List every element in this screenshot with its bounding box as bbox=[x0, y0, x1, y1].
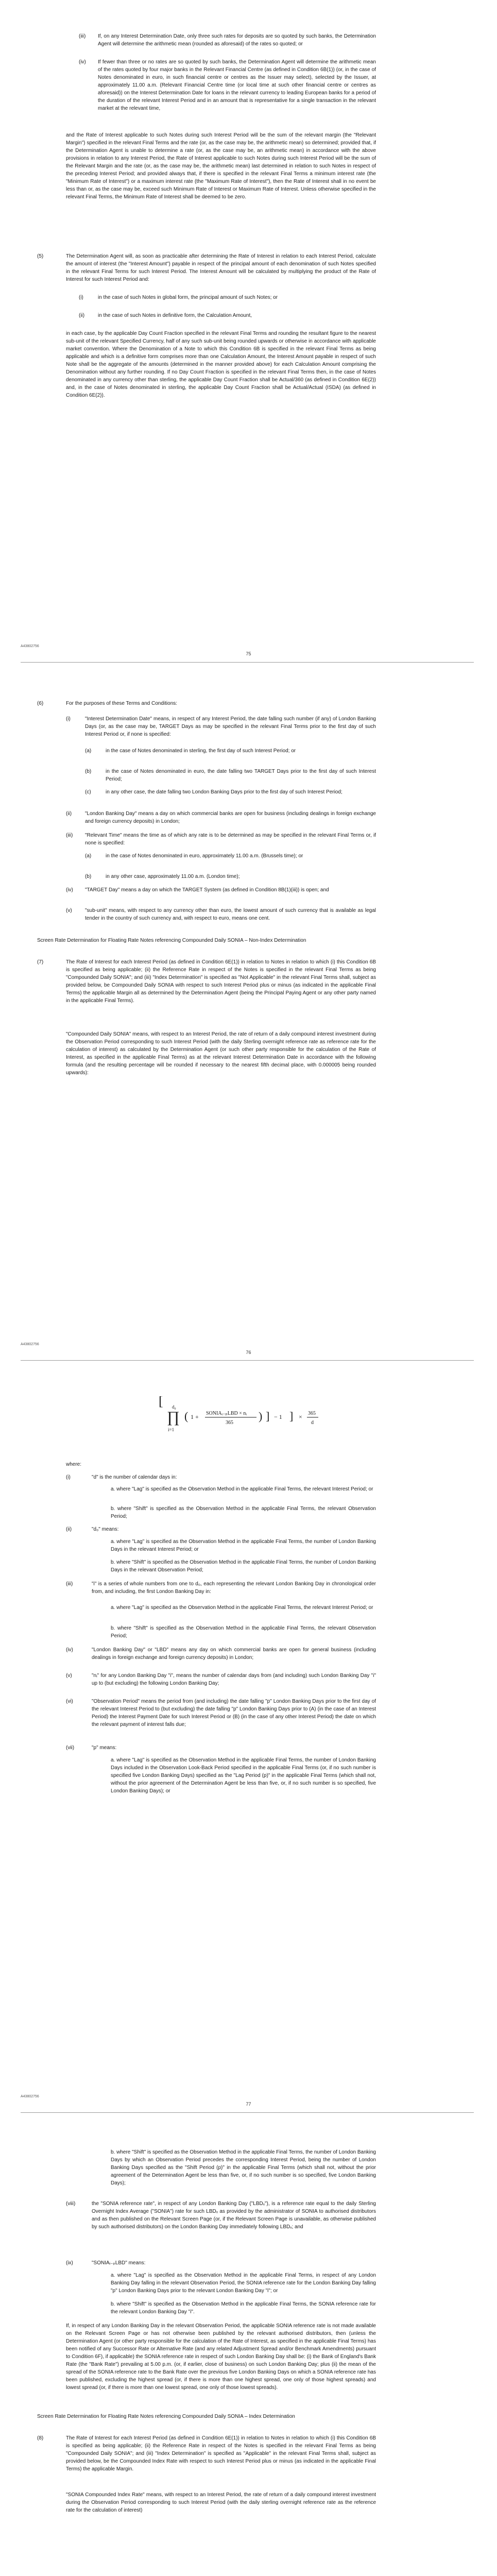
var-p-lag: a. where "Lag" is specified as the Observation Method in the applicable Final Terms, the number of London Banking Days included in the Observation Look-Back Period specified in the applicable Final Terms (or, if no such number is specified five London Banking Days) specified as the "Lag Period (p)" in the applicable Final Terms (which shall not, without the prior agreement of the Determination Agent be less than five, or, if no such number is so specified, five London Banking Days); or bbox=[111, 1757, 376, 1794]
svg-text:]: ] bbox=[266, 1410, 270, 1422]
def-label-iiib: (b) bbox=[85, 874, 92, 879]
section-label-6: (6) bbox=[37, 701, 44, 706]
compounded-daily-sonia-definition: "Compounded Daily SONIA" means, with respect to an Interest Period, the rate of return of a daily compound interest investment during the Observation Period corresponding to such Interest Period (with the daily Sterling overnight reference rate as reference rate for the calculation of interest) as calculated by the Determination Agent (or such other party responsible for the calculation of the Rate of Interest, as specified in the applicable Final Terms) as at the relevant Interest Determination Date in accordance with the following formula (and the resulting percentage will be rounded if necessary to the nearest fifth decimal place, with 0.000005 being rounded upwards): bbox=[66, 1031, 376, 1076]
formula-minus-one: − 1 bbox=[274, 1413, 282, 1420]
var-p-definition: "p" means: bbox=[92, 1745, 117, 1751]
var-sonia-lag: a. where "Lag" is specified as the Observation Method in the applicable Final Terms, in respect of any London Banking Day falling in the relevant Observation Period, the SONIA reference rate for the London Banking Day falling "p" London Banking Days prior to the relevant London Banking Day "i"; or bbox=[111, 2273, 376, 2294]
var-i-shift: b. where "Shift" is specified as the Observation Method in the applicable Final Terms, the relevant Observation Period; bbox=[111, 1625, 376, 1639]
page-77 bbox=[0, 1368, 497, 2120]
var-d0-definition: "d₀" means: bbox=[92, 1527, 119, 1532]
var-i-definition: "i" is a series of whole numbers from one to d₀, each representing the relevant London Banking Day in chronological order from, and including, the first London Banking Day in: bbox=[92, 1581, 376, 1595]
def-sub-unit: "sub-unit" means, with respect to any currency other than euro, the lowest amount of such currency that is available as legal tender in the country of such currency and, with respect to euro, means one cent. bbox=[85, 908, 376, 921]
var-d-lag: a. where "Lag" is specified as the Observation Method in the applicable Final Terms, the relevant Interest Period; or bbox=[111, 1486, 373, 1492]
def-iiib-text: in any other case, approximately 11.00 a.m. (London time); bbox=[106, 874, 240, 879]
fallback-paragraph: If, in respect of any London Banking Day in the relevant Observation Period, the applicable SONIA reference rate is not made available on the Relevant Screen Page or has not otherwise been published by the relevant authorised distributors, then (unless the Determination Agent (or other party responsible for the calculation of the Rate of Interest, as specified in the applicable Final Terms) has been notified of any Successor Rate or Alternative Rate (and any related Adjustment Spread and/or Benchmark Amendments) pursuant to Condition 6F), if applicable) the SONIA reference rate in respect of such London Banking Day shall be: (i) the Bank of England's Bank Rate (the "Bank Rate") prevailing at 5.00 p.m. (or, if earlier, close of business) on such London Banking Day; plus (ii) the mean of the spread of the SONIA reference rate to the Bank Rate over the previous five London Banking Days on which a SONIA reference rate has been published, excluding the highest spread (or, if there is more than one highest spread, one only of those highest spreads) and lowest spread (or, if there is more than one lowest spread, one only of those lowest spreads). bbox=[66, 2323, 376, 2391]
sonia-compounded-index-rate-definition: "SONIA Compounded Index Rate" means, with respect to an Interest Period, the rate of return of a daily compound interest investment during the Observation Period corresponding to such Interest Period (with the daily sterling overnight reference rate as the reference rate for the calculation of interest) bbox=[66, 2492, 376, 2513]
page-number: 76 bbox=[246, 1350, 251, 1355]
def-label-iv: (iv) bbox=[66, 887, 73, 893]
item-label-5i: (i) bbox=[79, 295, 83, 300]
def-relevant-time: "Relevant Time" means the time as of which any rate is to be determined as may be specified in the relevant Final Terms or, if none is specified: bbox=[85, 833, 376, 846]
section-label-7: (7) bbox=[37, 959, 44, 965]
def-label-iii: (iii) bbox=[66, 833, 73, 838]
formula-fraction-numerator: 365 bbox=[308, 1411, 316, 1416]
section-5-text: The Determination Agent will, as soon as practicable after determining the Rate of Interest in relation to each Interest Period, calculate the amount of interest (the "Interest Amount") payable in respect of the principal amount of each denomination of such Notes specified in the relevant Final Terms for such Interest Period. The Interest Amount will be calculated by multiplying the product of the Rate of Interest for such Interest Period and: bbox=[66, 253, 376, 282]
var-sonia-reference-rate: the "SONIA reference rate", in respect of any London Banking Day ("LBDₓ"), is a reference rate equal to the daily Sterling Overnight Index Average ("SONIA") rate for such LBDₓ as provided by the administrator of SONIA to authorised distributors and as then published on the Relevant Screen Page (or, if the Relevant Screen Page is unavailable, as otherwise published by such authorised distributors) on the London Banking Day immediately following LBDₓ; and bbox=[92, 2201, 376, 2230]
footer-rule bbox=[21, 1360, 474, 1361]
def-label-ii: (ii) bbox=[66, 811, 72, 817]
section-heading-index: Screen Rate Determination for Floating Rate Notes referencing Compounded Daily SONIA – Index Determination bbox=[37, 2414, 295, 2419]
formula-times: × bbox=[299, 1413, 302, 1420]
page-76 bbox=[0, 670, 497, 1368]
footer-rule bbox=[21, 662, 474, 663]
var-observation-period-definition: "Observation Period" means the period from (and including) the date falling "p" London Banking Days prior to the first day of the relevant Interest Period to (but excluding) the date falling "p" London Banking Days prior to (A) (in the case of an Interest Period) the Interest Payment Date for such Interest Period or (B) (in the case of any other Interest Period) the date on which the relevant payment of interest falls due; bbox=[92, 1699, 376, 1727]
def-ic-text: in any other case, the date falling two London Banking Days prior to the first day of such Interest Period; bbox=[106, 789, 342, 795]
page-number: 75 bbox=[246, 651, 251, 656]
svg-text:(: ( bbox=[184, 1410, 188, 1422]
def-label-ib: (b) bbox=[85, 769, 92, 774]
var-sonia-i-plbd: "SONIAᵢ₋ₚLBD" means: bbox=[92, 2260, 146, 2266]
def-iiia-text: in the case of Notes denominated in euro, approximately 11.00 a.m. (Brussels time); or bbox=[106, 853, 303, 859]
var-lbd-definition: "London Banking Day" or "LBD" means any day on which commercial banks are open for general business (including dealings in foreign exchange and foreign currency deposits) in London; bbox=[92, 1647, 376, 1660]
item-5ii-text: in the case of such Notes in definitive form, the Calculation Amount, bbox=[98, 313, 252, 318]
var-p-shift: b. where "Shift" is specified as the Observation Method in the applicable Final Terms, the number of London Banking Days by which an Observation Period precedes the corresponding Interest Period, being the number of London Banking Days specified as the "Shift Period (p)" in the applicable Final Terms (which shall not, without the prior agreement of the Determination Agent be less than five, or, if no such number is so specified, five London Banking Days); bbox=[111, 2149, 376, 2186]
product-upper-limit: d₀ bbox=[172, 1404, 176, 1410]
section-5-continuation: in each case, by the applicable Day Count Fraction specified in the relevant Final Terms and rounding the resultant figure to the nearest sub-unit of the relevant Specified Currency, half of any such sub-unit being rounded upwards or otherwise in accordance with applicable market convention. Where the Denomination of a Note to which this Condition 6B is specified in the relevant Final Terms as being applicable and which is a definitive form comprises more than one Calculation Amount, the Interest Amount payable in respect of such Note shall be the aggregate of the amounts (determined in the manner provided above) for each Calculation Amount comprising the Denomination without any further rounding. If no Day Count Fraction is specified in the relevant Final Terms then, in the case of Notes denominated in any currency other than sterling, the applicable Day Count Fraction shall be Actual/360 (as defined in Condition 6E(2)) and, in the case of Notes denominated in sterling, the applicable Day Count Fraction shall be Actual/Actual (ISDA) (as defined in Condition 6E(2)). bbox=[66, 331, 376, 398]
var-d0-shift: b. where "Shift" is specified as the Observation Method in the applicable Final Terms, the number of London Banking Days in the relevant Observation Period; bbox=[111, 1560, 376, 1573]
def-interest-determination-date: "Interest Determination Date" means, in respect of any Interest Period, the date falling such number (if any) of London Banking Days (or, as the case may be, TARGET Days as may be specified in the relevant Final Terms prior to the first day of such Interest Period or, if none is specified: bbox=[85, 716, 376, 737]
section-7-text: The Rate of Interest for each Interest Period (as defined in Condition 6E(1)) in relation to Notes in relation to which (i) this Condition 6B is specified as being applicable; (ii) the Reference Rate in respect of the Notes is specified in the relevant Final Terms as being "Compounded Daily SONIA"; and (iii) "Index Determination" is specified as "Not Applicable" in the relevant Final Terms shall, subject as provided below, be Compounded Daily SONIA with respect to such Interest Period plus or minus (as indicated in the applicable Final Terms) the applicable Margin all as determined by the Determination Agent (being the Principal Paying Agent or any other party named in the applicable Final Terms). bbox=[66, 959, 376, 1004]
continuation-paragraph: and the Rate of Interest applicable to such Notes during such Interest Period will be the sum of the relevant margin (the "Relevant Margin") specified in the relevant Final Terms and the rate (or, as the case may be, the arithmetic mean) so determined; provided that, if the Determination Agent is unable to determine a rate (or, as the case may be, an arithmetic mean) in accordance with the above provisions in relation to any Interest Period, the Rate of Interest applicable to such Notes during such Interest Period will be the sum of the Relevant Margin and the rate (or, as the case may be, the arithmetic mean) last determined in relation to such Notes in respect of the preceding Interest Period; and provided always that, if there is specified in the relevant Final Terms a minimum interest rate (the "Minimum Rate of Interest") or a maximum interest rate (the "Maximum Rate of Interest"), then the Rate of Interest shall in no event be less than or, as the case may be, exceed such Minimum Rate of Interest or Maximum Rate of Interest. Unless otherwise specified in the relevant Final Terms, the Minimum Rate of Interest shall be deemed to be zero. bbox=[66, 132, 376, 200]
formula-fraction-denominator: d bbox=[311, 1420, 314, 1426]
var-d-definition: "d" is the number of calendar days in: bbox=[92, 1475, 177, 1480]
formula-numerator: SONIAᵢ₋ₚLBD × nᵢ bbox=[206, 1411, 247, 1416]
var-sonia-shift: b. where "Shift" is specified as the Observation Method in the applicable Final Terms, the SONIA reference rate for the relevant London Banking Day "i". bbox=[111, 2301, 376, 2315]
def-label-ic: (c) bbox=[85, 789, 91, 795]
var-ni-definition: "nᵢ" for any London Banking Day "i", means the number of calendar days from (and including) such London Banking Day "i" up to (but excluding) the following London Banking Day; bbox=[92, 1673, 376, 1686]
item-label-iv: (iv) bbox=[79, 59, 86, 65]
var-label-iii: (iii) bbox=[66, 1581, 73, 1587]
svg-text:[: [ bbox=[159, 1396, 163, 1409]
def-label-iiia: (a) bbox=[85, 853, 92, 859]
var-i-lag: a. where "Lag" is specified as the Observation Method in the applicable Final Terms, the relevant Interest Period; or bbox=[111, 1605, 373, 1611]
svg-text:): ) bbox=[259, 1410, 263, 1422]
item-label-5ii: (ii) bbox=[79, 313, 85, 318]
section-heading-non-index: Screen Rate Determination for Floating Rate Notes referencing Compounded Daily SONIA – Non-Index Determination bbox=[37, 938, 306, 943]
where-label: where: bbox=[66, 1462, 82, 1467]
def-london-banking-day: "London Banking Day" means a day on which commercial banks are open for business (including dealings in foreign exchange and foreign currency deposits) in London; bbox=[85, 811, 376, 824]
document-id: A43802756 bbox=[21, 2095, 39, 2098]
section-6-text: For the purposes of these Terms and Conditions: bbox=[66, 701, 178, 706]
product-lower-limit: i=1 bbox=[168, 1427, 175, 1432]
var-d-shift: b. where "Shift" is specified as the Observation Method in the applicable Final Terms, the relevant Observation Period; bbox=[111, 1506, 376, 1519]
var-d0-lag: a. where "Lag" is specified as the Observation Method in the applicable Final Terms, the number of London Banking Days in the relevant Interest Period; or bbox=[111, 1539, 376, 1552]
def-ib-text: in the case of Notes denominated in euro, the date falling two TARGET Days prior to the first day of such Interest Period; bbox=[106, 769, 376, 782]
section-8-text: The Rate of Interest for each Interest Period (as defined in Condition 6E(1)) in relation to Notes in relation to which (i) this Condition 6B is specified as being applicable; (ii) the Reference Rate in respect of the Notes is specified in the relevant Final Terms as being "Compounded Daily SONIA"; and (iii) "Index Determination" is specified as "Applicable" in the relevant Final Terms shall, subject as provided below, be the Compounded Index Rate with respect to such Interest Period plus or minus (as indicated in the applicable Final Terms) the applicable Margin. bbox=[66, 2435, 376, 2472]
svg-text:∏: ∏ bbox=[167, 1409, 180, 1426]
svg-text:]: ] bbox=[289, 1410, 294, 1422]
formula-denominator: 365 bbox=[226, 1420, 233, 1426]
section-label-8: (8) bbox=[37, 2435, 44, 2441]
def-ia-text: in the case of Notes denominated in sterling, the first day of such Interest Period; or bbox=[106, 748, 296, 754]
def-label-i: (i) bbox=[66, 716, 71, 722]
footer-rule bbox=[21, 2112, 474, 2113]
def-label-ia: (a) bbox=[85, 748, 92, 754]
var-label-vii: (vii) bbox=[66, 1745, 75, 1751]
var-label-i: (i) bbox=[66, 1475, 71, 1480]
item-iv-text: If fewer than three or no rates are so quoted by such banks, the Determination Agent will determine the arithmetic mean of the rates quoted by four major banks in the Relevant Financial Centre (as defined in Condition 6B(1)) (or, in the case of Notes denominated in euro, in such financial centre or centres as the Issuer may select), selected by the Issuer, at approximately 11.00 a.m. (Relevant Financial Centre time (or local time at such other financial centre or centres as aforesaid)) on the Interest Determination Date for loans in the relevant currency to leading European banks for a period of the duration of the relevant Interest Period and in an amount that is representative for a single transaction in the relevant market at the relevant time, bbox=[98, 59, 376, 111]
item-5i-text: in the case of such Notes in global form, the principal amount of such Notes; or bbox=[98, 295, 278, 300]
formula-one-plus: 1 + bbox=[191, 1413, 199, 1420]
var-label-v: (v) bbox=[66, 1673, 72, 1679]
var-label-iv: (iv) bbox=[66, 1647, 73, 1653]
page-number: 77 bbox=[246, 2102, 251, 2107]
item-iii-text: If, on any Interest Determination Date, only three such rates for deposits are so quoted by such banks, the Determination Agent will determine the arithmetic mean (rounded as aforesaid) of the rates so quoted; or bbox=[98, 33, 376, 47]
formula-graphic bbox=[155, 1396, 402, 1453]
var-label-viii: (viii) bbox=[66, 2201, 76, 2207]
document-id: A43802756 bbox=[21, 645, 39, 648]
compounding-formula bbox=[155, 1396, 402, 1453]
document-id: A43802756 bbox=[21, 1343, 39, 1346]
def-label-v: (v) bbox=[66, 908, 72, 913]
var-label-ii: (ii) bbox=[66, 1527, 72, 1532]
var-label-ix: (ix) bbox=[66, 2260, 73, 2266]
page-75 bbox=[0, 0, 497, 670]
page-78 bbox=[0, 2120, 497, 2576]
item-label-iii: (iii) bbox=[79, 33, 86, 39]
def-target-day: "TARGET Day" means a day on which the TARGET System (as defined in Condition 8B(1)(iii)) is open; and bbox=[85, 887, 329, 893]
section-label-5: (5) bbox=[37, 253, 44, 259]
var-label-vi: (vi) bbox=[66, 1699, 73, 1704]
